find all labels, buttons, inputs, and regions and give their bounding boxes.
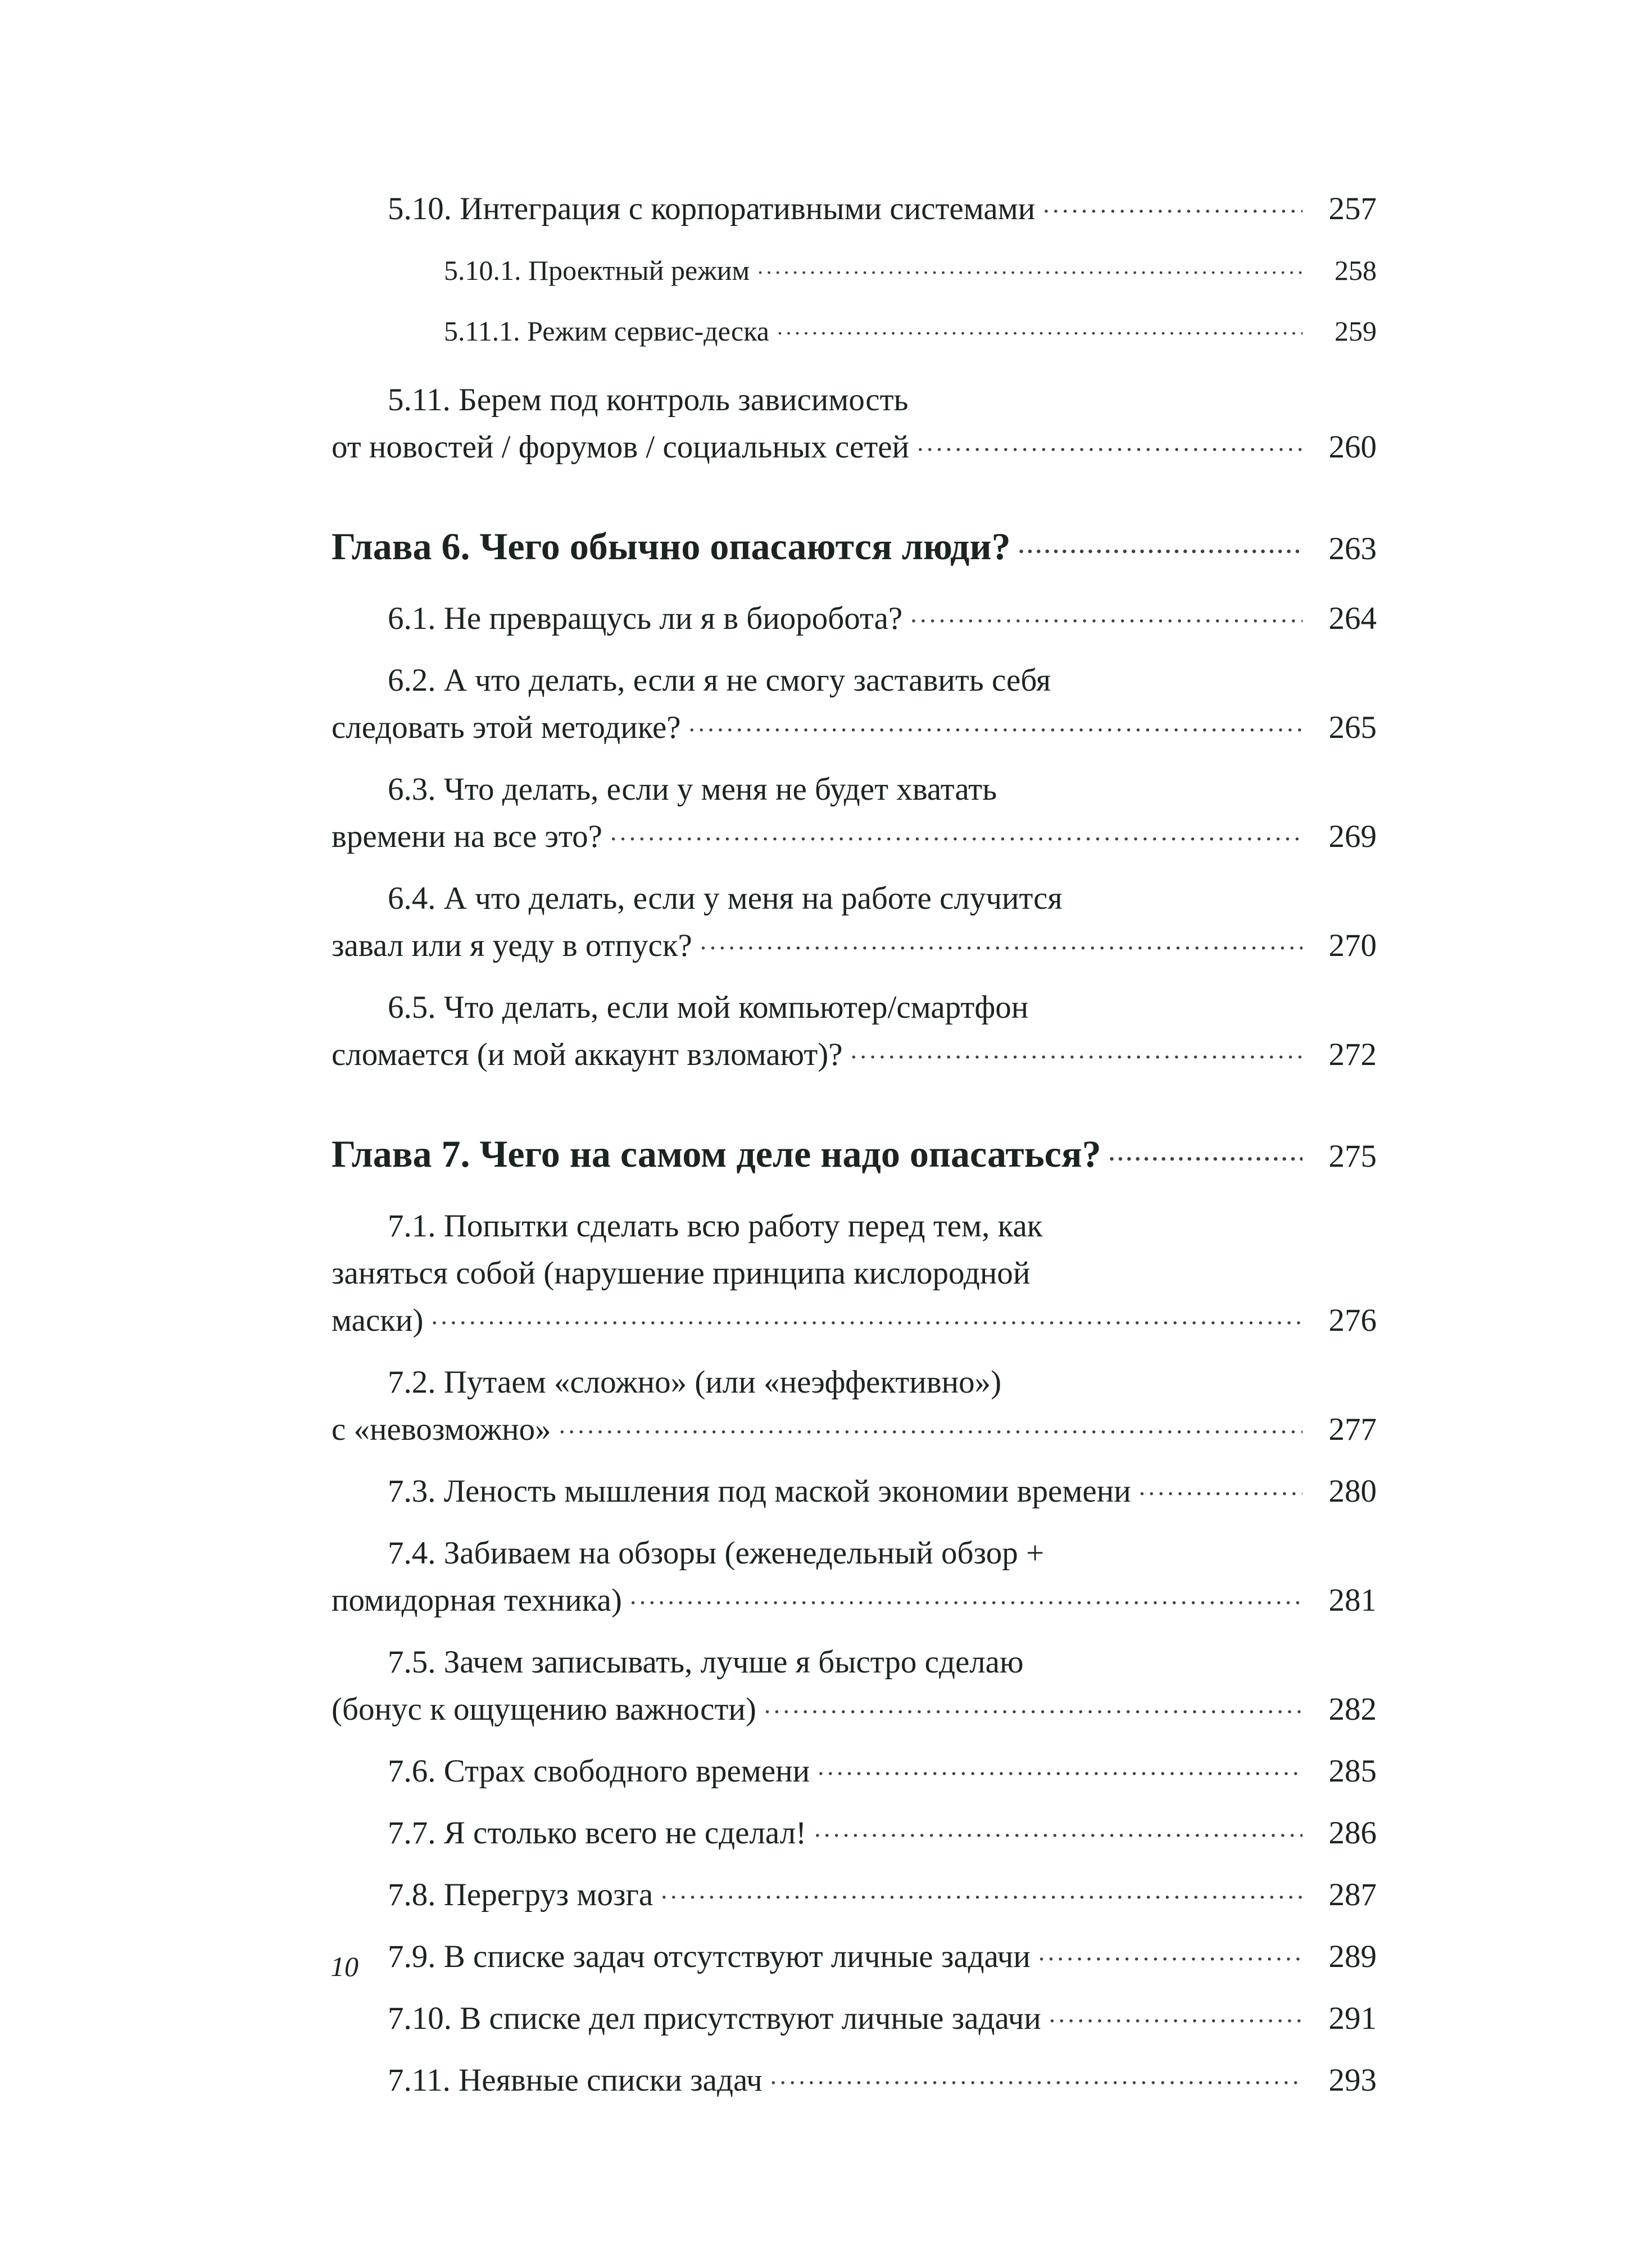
toc-entry-page-number: 289 [1328,1939,1377,1974]
toc-entry-final-line [332,1577,1377,1624]
toc-entry-title: 7.3. Леность мышления под маской экономии времени [388,1474,1131,1509]
toc-entry-lines [332,1359,1377,1453]
toc-entry-title: Глава 7. Чего на самом деле надо опасаться? [332,1132,1101,1175]
toc-entry-page-number: 264 [1328,601,1377,636]
toc-entry-lines [332,519,1377,576]
dot-leader [917,425,1302,457]
toc-entry-lines [332,595,1377,642]
toc-entry[interactable] [332,1468,1377,1515]
dot-leader [1109,1128,1302,1167]
toc-entry-page-number: 285 [1328,1753,1377,1789]
toc-entry-final-line [332,1933,1377,1980]
toc-entry-final-line [332,922,1377,969]
toc-entry-lines [332,1203,1377,1344]
toc-entry-lines [332,377,1377,471]
toc-entry-lines [332,1933,1377,1980]
dot-leader [689,706,1302,738]
toc-entry-title: Глава 6. Чего обычно опасаются люди? [332,525,1011,568]
toc-entry-page-number: 275 [1328,1139,1377,1174]
toc-entry-title: 5.11.1. Режим сервис-деска [444,315,769,347]
dot-leader [1043,187,1302,219]
toc-entry-page-number: 291 [1328,2001,1377,2036]
toc-entry[interactable] [332,766,1377,860]
toc-entry-title: 5.10.1. Проектный режим [444,255,750,286]
toc-entry-lines [332,1871,1377,1919]
toc-entry-page-number: 263 [1328,531,1377,566]
toc-entry-wrap-line [332,377,1377,424]
toc-entry-page-number: 260 [1328,429,1377,465]
toc-entry[interactable] [332,1810,1377,1857]
toc-entry-title: с «невозможно» [332,1412,551,1447]
toc-entry-page-number: 293 [1328,2063,1377,2098]
toc-entry-page-number: 258 [1335,255,1377,286]
toc-entry[interactable] [332,519,1377,576]
toc-entry-wrap-line [332,1203,1377,1250]
toc-entry-title: заняться собой (нарушение принципа кислородной [332,1256,1031,1291]
toc-entry-page-number: 270 [1328,928,1377,963]
toc-entry[interactable] [332,247,1377,293]
toc-entry-final-line [332,1127,1377,1184]
dot-leader [764,1688,1302,1720]
toc-entry-title: маски) [332,1303,424,1338]
toc-entry-final-line [332,1406,1377,1453]
dot-leader [1019,521,1302,559]
toc-entry-title: 6.4. А что делать, если у меня на работе случится [388,881,1063,916]
toc-entry-page-number: 259 [1335,315,1377,347]
toc-entry-wrap-line [332,1639,1377,1686]
toc-entry-wrap-line [332,984,1377,1031]
dot-leader [559,1408,1302,1440]
toc-entry-lines [332,1530,1377,1624]
toc-entry-wrap-line [332,766,1377,813]
toc-entry-title: 7.11. Неявные списки задач [388,2063,763,2098]
toc-entry[interactable] [332,2057,1377,2104]
toc-entry-lines [332,1639,1377,1733]
dot-leader [770,2059,1302,2091]
toc-entry[interactable] [332,1530,1377,1624]
toc-entry-page-number: 276 [1328,1303,1377,1338]
toc-entry-lines [332,247,1377,293]
toc-entry-title: 7.2. Путаем «сложно» (или «неэффективно») [388,1365,1002,1400]
toc-entry-page-number: 287 [1328,1877,1377,1912]
toc-entry-title: 5.11. Берем под контроль зависимость [388,382,909,418]
toc-entry-final-line [332,1297,1377,1344]
toc-entry-page-number: 277 [1328,1412,1377,1447]
dot-leader [610,815,1302,847]
toc-entry-lines [332,2057,1377,2104]
toc-entry-title: 7.10. В списке дел присутствуют личные задачи [388,2001,1041,2036]
toc-entry-final-line [332,519,1377,576]
toc-entry-lines [332,185,1377,233]
toc-entry[interactable] [332,1127,1377,1184]
toc-entry-title: (бонус к ощущению важности) [332,1692,756,1727]
toc-entry[interactable] [332,1639,1377,1733]
toc-entry[interactable] [332,1359,1377,1453]
dot-leader [1139,1470,1302,1502]
dot-leader [1049,1997,1302,2029]
toc-entry-lines [332,308,1377,354]
toc-entry[interactable] [332,984,1377,1078]
toc-entry-title: 6.3. Что делать, если у меня не будет хватать [388,772,997,807]
toc-entry-lines [332,766,1377,860]
toc-entry[interactable] [332,595,1377,642]
toc-entry-lines [332,1995,1377,2042]
toc-entry-final-line [332,247,1377,293]
toc-entry-title: следовать этой методике? [332,710,681,745]
toc-entry-title: помидорная техника) [332,1583,622,1618]
toc-entry-final-line [332,2057,1377,2104]
toc-entry-wrap-line [332,1530,1377,1577]
toc-entry-lines [332,1468,1377,1515]
toc-entry-final-line [332,1995,1377,2042]
toc-entry-page-number: 265 [1328,710,1377,745]
dot-leader [910,597,1302,629]
toc-entry[interactable] [332,1871,1377,1919]
toc-entry-title: завал или я уеду в отпуск? [332,928,692,963]
toc-entry-title: сломается (и мой аккаунт взломают)? [332,1037,843,1072]
dot-leader [1038,1935,1302,1967]
dot-leader [431,1299,1302,1331]
toc-entry[interactable] [332,1933,1377,1980]
toc-entry-page-number: 282 [1328,1692,1377,1727]
toc-entry[interactable] [332,1203,1377,1344]
toc-entry-wrap-line [332,875,1377,922]
toc-entry-page-number: 257 [1328,191,1377,226]
toc-entry-lines [332,984,1377,1078]
toc-entry-title: 7.7. Я столько всего не сделал! [388,1815,807,1851]
toc-entry-lines [332,875,1377,969]
toc-entry-title: 5.10. Интеграция с корпоративными системами [388,191,1036,226]
toc-entry-final-line [332,1686,1377,1733]
toc-entry[interactable] [332,377,1377,471]
toc-entry-page-number: 272 [1328,1037,1377,1072]
toc-entry-final-line [332,308,1377,354]
toc-entry-page-number: 281 [1328,1583,1377,1618]
table-of-contents [332,185,1377,2119]
toc-entry-final-line [332,1031,1377,1078]
toc-entry-final-line [332,424,1377,471]
toc-entry-final-line [332,813,1377,860]
toc-entry-lines [332,1748,1377,1795]
toc-entry-final-line [332,1871,1377,1919]
toc-entry-final-line [332,1810,1377,1857]
toc-entry-page-number: 280 [1328,1474,1377,1509]
toc-entry-lines [332,1127,1377,1184]
toc-entry-final-line [332,1468,1377,1515]
page-number: 10 [330,1951,358,1982]
toc-entry-title: 7.1. Попытки сделать всю работу перед тем, как [388,1208,1043,1244]
toc-entry-final-line [332,1748,1377,1795]
dot-leader [818,1750,1302,1782]
dot-leader [700,924,1302,956]
toc-entry-title: 7.4. Забиваем на обзоры (еженедельный обзор + [388,1535,1045,1571]
toc-entry[interactable] [332,875,1377,969]
toc-entry[interactable] [332,185,1377,233]
toc-entry[interactable] [332,657,1377,751]
toc-entry-title: 7.8. Перегруз мозга [388,1877,653,1912]
toc-entry[interactable] [332,308,1377,354]
toc-entry-page-number: 269 [1328,819,1377,854]
toc-entry-page-number: 286 [1328,1815,1377,1851]
toc-entry-final-line [332,185,1377,233]
toc-entry-title: от новостей / форумов / социальных сетей [332,429,910,465]
dot-leader [630,1579,1302,1611]
toc-entry-title: 7.9. В списке задач отсутствуют личные задачи [388,1939,1031,1974]
toc-entry-title: 7.5. Зачем записывать, лучше я быстро сделаю [388,1644,1024,1680]
toc-entry-title: 6.2. А что делать, если я не смогу заставить себя [388,663,1051,698]
dot-leader [661,1873,1302,1905]
dot-leader [814,1811,1302,1843]
toc-entry-lines [332,657,1377,751]
toc-entry-wrap-line [332,1359,1377,1406]
dot-leader [757,252,1302,280]
dot-leader [777,312,1302,341]
toc-entry-title: 6.1. Не превращусь ли я в биоробота? [388,601,903,636]
toc-entry[interactable] [332,1748,1377,1795]
toc-entry-title: времени на все это? [332,819,602,854]
dot-leader [851,1033,1302,1065]
toc-entry-title: 7.6. Страх свободного времени [388,1753,810,1789]
toc-entry-title: 6.5. Что делать, если мой компьютер/смартфон [388,990,1029,1025]
toc-entry-wrap-line [332,1250,1377,1297]
toc-entry-wrap-line [332,657,1377,704]
toc-entry-lines [332,1810,1377,1857]
toc-entry[interactable] [332,1995,1377,2042]
toc-entry-final-line [332,704,1377,751]
toc-entry-final-line [332,595,1377,642]
